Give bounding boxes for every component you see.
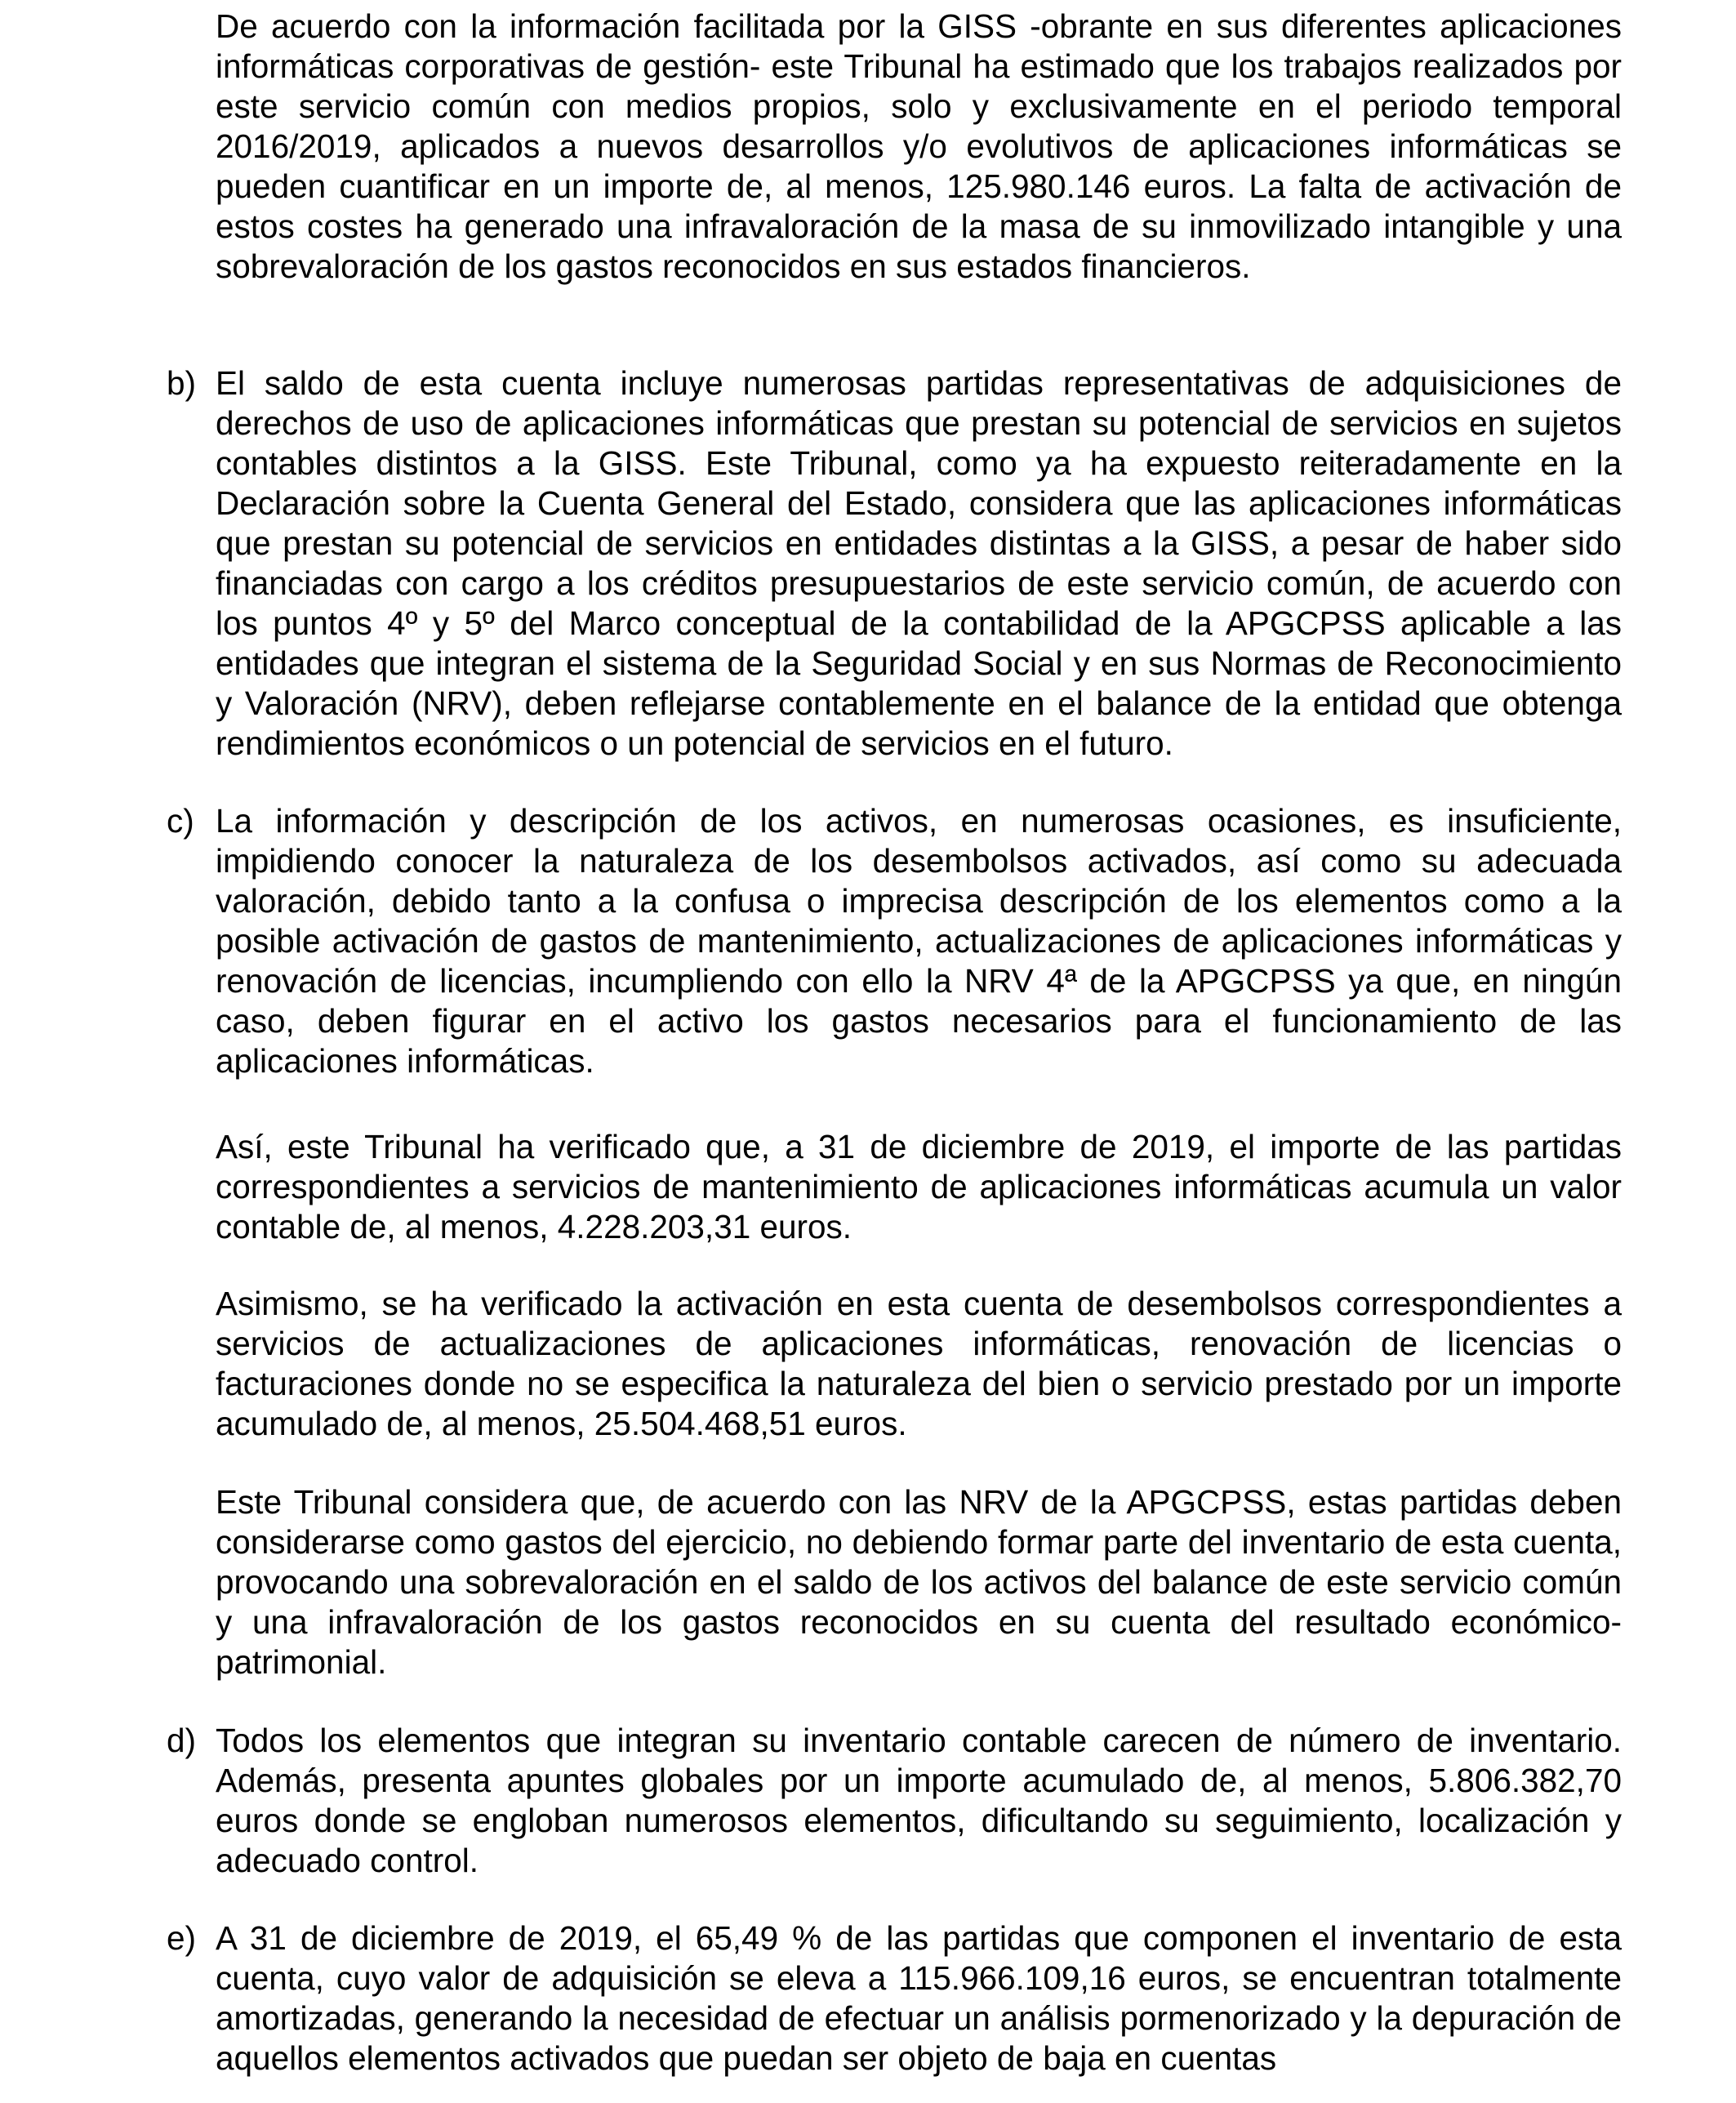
item-marker-c: c) xyxy=(167,802,194,840)
item-c-paragraph-3: Asimismo, se ha verificado la activación en esta cuenta de desembolsos correspondientes a servicios de actualizaciones de aplicaciones informáticas, renovación de licencias o facturaciones donde no se especifica la naturaleza del bien o servicio prestado por un importe acumulado de, al menos, 25.504.468,51 euros. xyxy=(216,1285,1622,1442)
item-e-paragraph: A 31 de diciembre de 2019, el 65,49 % de las partidas que componen el inventario de esta cuenta, cuyo valor de adquisición se eleva a 115.966.109,16 euros, se encuentran totalmente amortizadas, generando la necesidad de efectuar un análisis pormenorizado y la depuración de aquellos elementos activados que puedan ser objeto de baja en cuentas xyxy=(216,1919,1622,2077)
item-d-paragraph: Todos los elementos que integran su inventario contable carecen de número de inventario. Además, presenta apuntes globales por un importe acumulado de, al menos, 5.806.382,70 euros donde se engloban numerosos elementos, dificultando su seguimiento, localización y adecuado control. xyxy=(216,1722,1622,1879)
item-marker-d: d) xyxy=(167,1722,197,1759)
item-c-paragraph-1: La información y descripción de los activos, en numerosas ocasiones, es insuficiente, impidiendo conocer la naturaleza de los desembolsos activados, así como su adecuada valoración, debido tanto a la confusa o imprecisa descripción de los elementos como a la posible activación de gastos de mantenimiento, actualizaciones de aplicaciones informáticas y renovación de licencias, incumpliendo con ello la NRV 4ª de la APGCPSS ya que, en ningún caso, deben figurar en el activo los gastos necesarios para el funcionamiento de las aplicaciones informáticas. xyxy=(216,802,1622,1080)
item-b-paragraph: El saldo de esta cuenta incluye numerosas partidas representativas de adquisiciones de derechos de uso de aplicaciones informáticas que prestan su potencial de servicios en sujetos contables distintos a la GISS. Este Tribunal, como ya ha expuesto reiteradamente en la Declaración sobre la Cuenta General del Estado, considera que las aplicaciones informáticas que prestan su potencial de servicios en entidades distintas a la GISS, a pesar de haber sido financiadas con cargo a los créditos presupuestarios de este servicio común, de acuerdo con los puntos 4º y 5º del Marco conceptual de la contabilidad de la APGCPSS aplicable a las entidades que integran el sistema de la Seguridad Social y en sus Normas de Reconocimiento y Valoración (NRV), deben reflejarse contablemente en el balance de la entidad que obtenga rendimientos económicos o un potencial de servicios en el futuro. xyxy=(216,364,1622,762)
item-marker-e: e) xyxy=(167,1919,197,1957)
item-c-paragraph-2: Así, este Tribunal ha verificado que, a 31 de diciembre de 2019, el importe de las partidas correspondientes a servicios de mantenimiento de aplicaciones informáticas acumula un valor contable de, al menos, 4.228.203,31 euros. xyxy=(216,1128,1622,1245)
item-c-paragraph-4: Este Tribunal considera que, de acuerdo con las NRV de la APGCPSS, estas partidas deben considerarse como gastos del ejercicio, no debiendo formar parte del inventario de esta cuenta, provocando una sobrevaloración en el saldo de los activos del balance de este servicio común y una infravaloración de los gastos reconocidos en su cuenta del resultado económico-patrimonial. xyxy=(216,1483,1622,1681)
item-marker-b: b) xyxy=(167,364,197,402)
intro-paragraph: De acuerdo con la información facilitada por la GISS -obrante en sus diferentes aplicaciones informáticas corporativas de gestión- este Tribunal ha estimado que los trabajos realizados por este servicio común con medios propios, solo y exclusivamente en el periodo temporal 2016/2019, aplicados a nuevos desarrollos y/o evolutivos de aplicaciones informáticas se pueden cuantificar en un importe de, al menos, 125.980.146 euros. La falta de activación de estos costes ha generado una infravaloración de la masa de su inmovilizado intangible y una sobrevaloración de los gastos reconocidos en sus estados financieros. xyxy=(216,7,1622,285)
